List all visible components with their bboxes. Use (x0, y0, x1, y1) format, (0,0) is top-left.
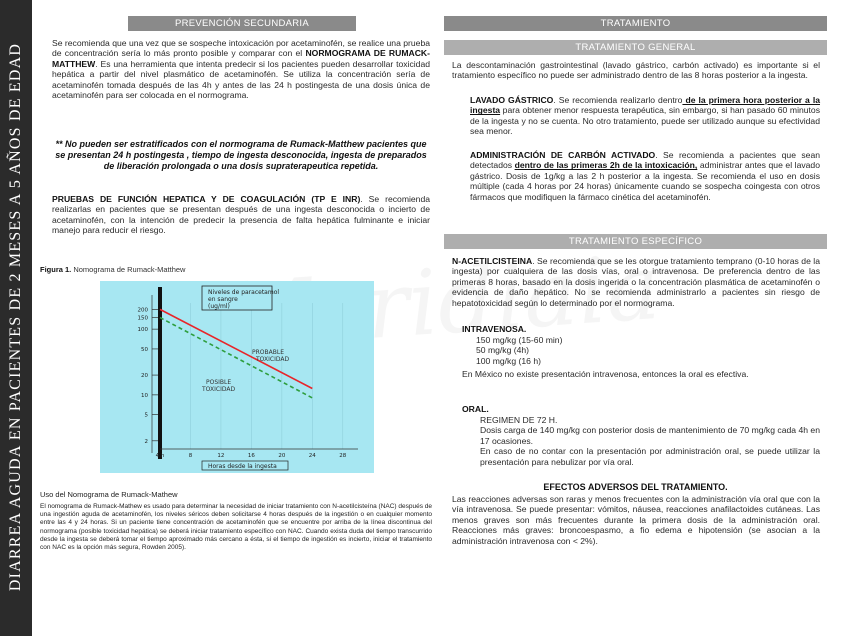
oral-list (480, 415, 820, 467)
oral-line: REGIMEN DE 72 H. (480, 415, 558, 425)
x-tick-label: 8 (188, 453, 193, 459)
label-toxicidad-probable: TOXICIDAD (256, 356, 290, 363)
ylabel-line-2: en sangre (208, 296, 238, 303)
oral-line: Dosis carga de 140 mg/kg con posterior dosis de mantenimiento de 70 mg/kg cada 4h en 17 ocasiones. (480, 425, 820, 446)
series-line-probable (160, 309, 312, 388)
paragraph-lavado: LAVADO GÁSTRICO. Se recomienda realizarlo dentro de la primera hora posterior a la ingesta para obtener menor respuesta terapéutica, sin embargo, si han pasado 60 minutos de la ingesta y no se cuenta. No otro tratamiento, puede ser utilizado aunque su efectividad sea menor. (470, 95, 820, 137)
caption-text: El nomograma de Rumack-Mathew es usado para determinar la necesidad de iniciar tratamiento con N-acetilcisteína (NAC) después de una ingestión aguda de acetaminofén, los niveles séricos deben solicitarse 4 horas después de la ingestión o en cualquier momento entre las 4 y 24 horas. Si un paciente tiene concentración de acetaminofén que se encuentre por arriba de la línea discontinua del normograma (posible toxicidad hepática) se deberá iniciar tratamiento específico con NAC. Cuando exista duda del tiempo transcurrido desde la ingesta se deberá tomar el tiempo aproximado más cercano a ésta, si el tiempo de ingestión es incierto, iniciar el tratamiento con NAC es la opción más segura, Rowden 2005). (40, 503, 432, 552)
y-tick-label: 10 (141, 392, 148, 399)
ylabel-line-1: Niveles de paracetamol (208, 289, 280, 296)
x-tick-label: 16 (247, 453, 255, 459)
iv-dose: 100 mg/kg (16 h) (476, 355, 541, 366)
figure-title: Figura 1. Nomograma de Rumack-Matthew (40, 265, 186, 274)
iv-dose: 150 mg/kg (15-60 min) (476, 335, 563, 345)
y-tick-label: 100 (137, 327, 148, 334)
y-tick-label: 20 (141, 373, 148, 380)
paragraph-normograma: Se recomienda que una vez que se sospeche intoxicación por acetaminofén, se realice una prueba de concentración sería lo más pronto posible y comparar con el NORMOGRAMA DE RUMACK-MATTHEW. Es una herramienta que intenta predecir si los pacientes pueden desarrollar toxicidad hepática a partir del nivel plasmático de acetaminofén. Se utiliza la concentración sería de acetaminofén tomada después de las 4h y antes de las 24 h postingesta de una dosis única de acetaminofén para ser colocada en el normograma. (52, 38, 430, 101)
header-tratamiento: TRATAMIENTO (444, 16, 827, 31)
label-probable: PROBABLE (252, 349, 284, 356)
iv-title: INTRAVENOSA. (462, 324, 527, 334)
caption-title: Uso del Nomograma de Rumack-Mathew (40, 490, 178, 499)
header-tratamiento-especifico: TRATAMIENTO ESPECÍFICO (444, 234, 827, 249)
header-tratamiento-general: TRATAMIENTO GENERAL (444, 40, 827, 55)
paragraph-pruebas: PRUEBAS DE FUNCIÓN HEPATICA Y DE COAGULACIÓN (TP E INR). Se recomienda realizarlas en pacientes que se presentan después de una ingesta desconocida o incierto de acetaminofén, con la intención de predecir la presencia de falta hepática fulminante e iniciar manejo para reducir el riesgo. (52, 194, 431, 236)
y-tick-label: 2 (144, 438, 148, 445)
effects-text: Las reacciones adversas son raras y menos frecuentes con la administración vía oral que con la vía intravenosa. Se puede presentar: vómitos, náusea, reacciones anafilactoides cutáneas. Las menos graves son más frecuentes durante la primera dosis de la administración oral. Reacciones más graves: broncoespasmo, a fio edema e hipotensión (se asocian a la administración intravenosa con < 2%). (452, 494, 820, 546)
series-line-posible (160, 318, 312, 398)
y-tick-label: 50 (141, 346, 148, 353)
x-tick-label: 20 (278, 453, 286, 459)
label-posible: POSIBLE (206, 379, 232, 386)
x-tick-label: 28 (339, 453, 347, 459)
oral-line: En caso de no contar con la presentación por administración oral, se puede utilizar la presentación para nebulizar por vía oral. (480, 446, 820, 467)
x-tick-label: 24 (308, 453, 316, 459)
nomogram-svg (100, 281, 374, 473)
paragraph-descontaminacion: La descontaminación gastrointestinal (lavado gástrico, carbón activado) es importante si el tratamiento específico no puede ser administrado dentro de las 8 horas posterior a la ingesta. (452, 60, 820, 81)
paragraph-nac: N-ACETILCISTEINA. Se recomienda que se les otorgue tratamiento temprano (0-10 horas de la ingesta) por cualquiera de las dosis vías, oral o intravenosa. De preferencia dentro de las primeras 8 horas, basado en la dosis ingerida o la concentración plasmática de acetaminofén o evidencia de daño hepático. No se recomienda administrarlo a pacientes sin riesgo de hepatotoxicidad según lo determinado por el normograma. (452, 256, 820, 308)
y-tick-label: 5 (144, 412, 148, 419)
iv-note: En México no existe presentación intravenosa, entonces la oral es efectiva. (462, 369, 749, 379)
header-prevencion: PREVENCIÓN SECUNDARIA (128, 16, 356, 31)
x-axis-label: Horas desde la ingesta (208, 463, 277, 470)
y-tick-label: 200 (137, 307, 148, 314)
x-tick-label: 4 h (155, 453, 165, 459)
x-tick-label: 12 (217, 453, 225, 459)
ylabel-line-3: (ug/ml) (208, 303, 230, 310)
paragraph-carbon: ADMINISTRACIÓN DE CARBÓN ACTIVADO. Se recomienda a pacientes que sean detectados dentro de las primeras 2h de la intoxicación, administrar antes que el lavado gástrico. Dosis de 1g/kg a las 2 h posterior a la ingesta. Se recomienda el uso en dosis múltiple (cada 4 horas por 24 horas) únicamente cuando se sospecha coingesta con otros fármacos que modifiquen la fármaco cinética del acetaminofén. (470, 150, 821, 202)
warning-note: ** No pueden ser estratificados con el normograma de Rumack-Matthew pacientes que se presentan 24 h postingesta , tiempo de ingesta desconocida, ingesta de preparados de liberación prolongada o una dosis supraterapeutica repetida. (55, 139, 427, 171)
effects-title: EFECTOS ADVERSOS DEL TRATAMIENTO. (543, 482, 728, 492)
iv-dose-list (476, 335, 776, 366)
sidebar (0, 0, 32, 636)
chart-grid (160, 303, 343, 449)
label-toxicidad-posible: TOXICIDAD (202, 386, 236, 393)
document-title: DIARREA AGUDA EN PACIENTES DE 2 MESES A 5 AÑOS DE EDAD (7, 42, 24, 592)
nomogram-chart (100, 281, 374, 473)
oral-title: ORAL. (462, 404, 489, 414)
axis-bar (158, 287, 162, 459)
y-tick-label: 150 (137, 315, 148, 322)
iv-dose: 50 mg/kg (4h) (476, 345, 530, 356)
